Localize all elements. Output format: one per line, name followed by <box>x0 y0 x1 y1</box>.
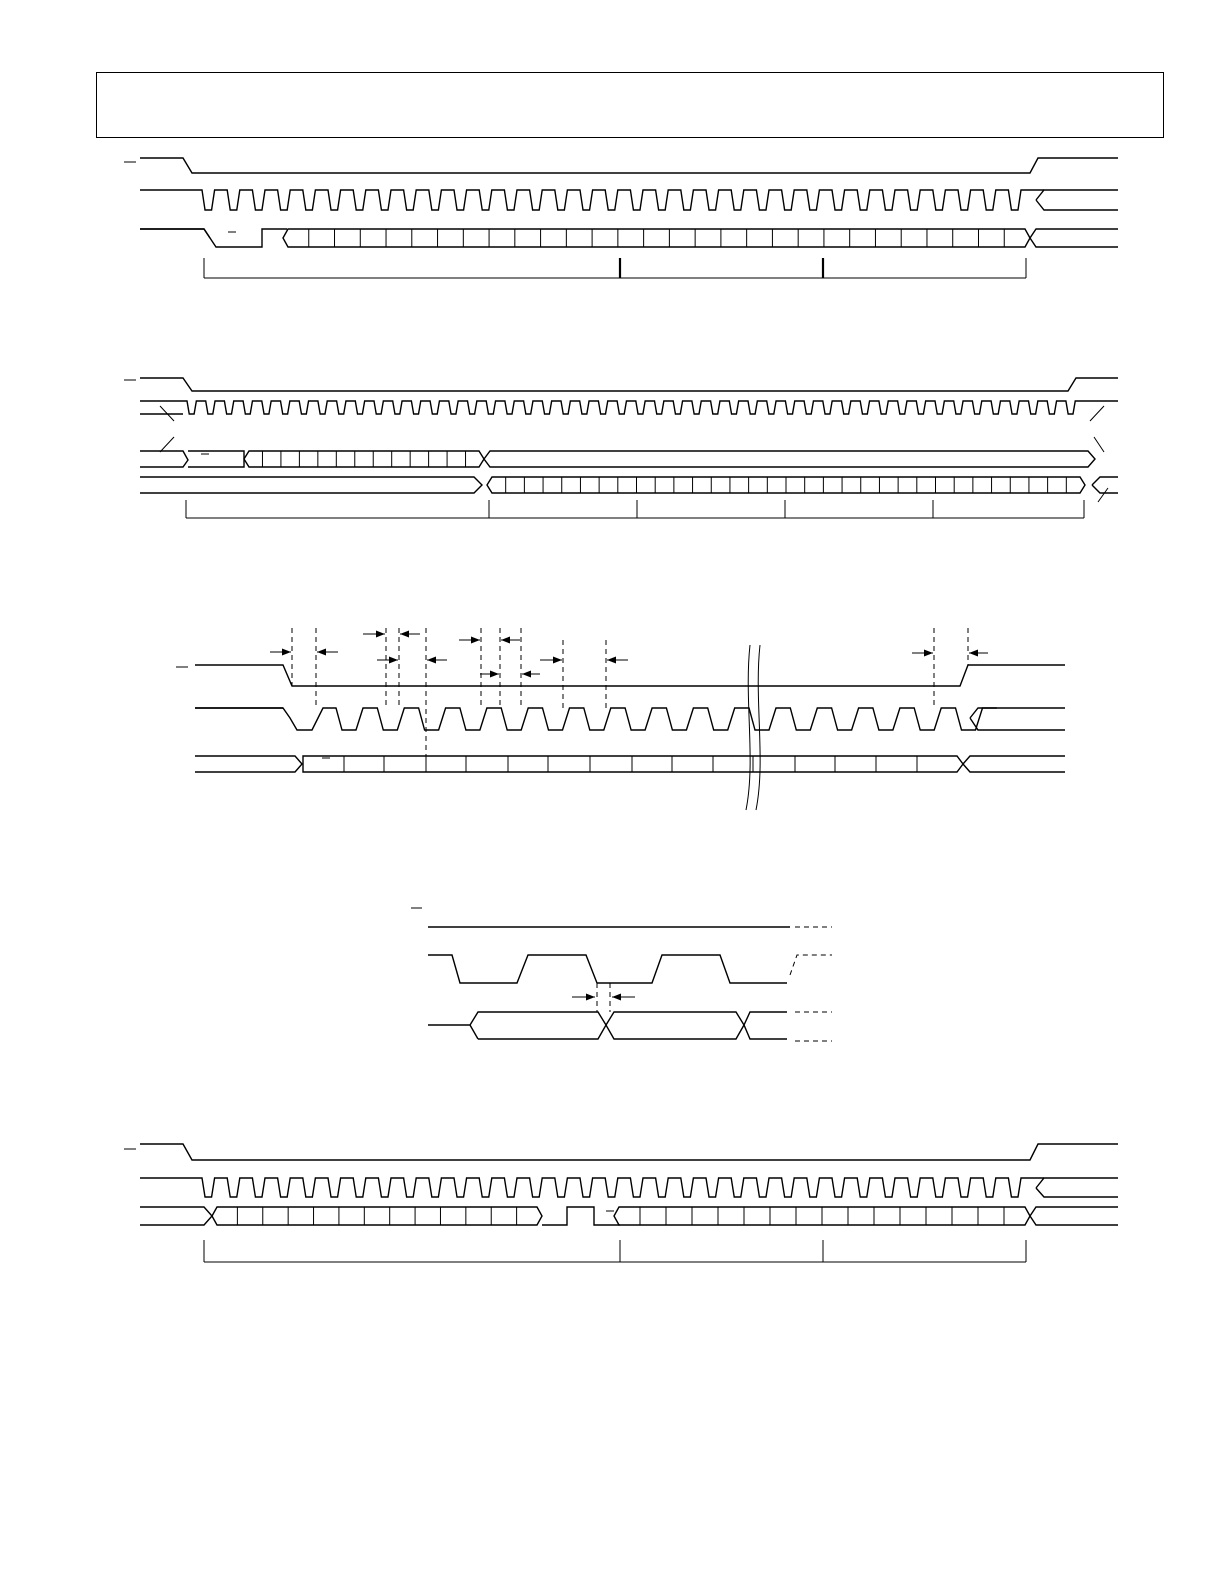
pointer-arrow <box>160 437 174 452</box>
din-start <box>140 1207 212 1225</box>
data-top <box>428 1012 787 1025</box>
cs-waveform <box>140 158 1118 173</box>
arrowhead <box>400 631 409 638</box>
pointer-arrow <box>1094 437 1104 452</box>
arrowhead <box>317 649 326 656</box>
arrowhead <box>612 994 621 1001</box>
arrowhead <box>586 994 595 1001</box>
sclk-waveform <box>140 1178 1044 1197</box>
din-start <box>195 756 302 772</box>
arrowhead <box>490 671 499 678</box>
break-mark <box>756 645 760 810</box>
sclk-waveform <box>195 708 997 730</box>
din-control <box>188 451 244 467</box>
din-data-cells <box>283 229 1030 247</box>
timing-diagram-1 <box>124 158 1118 278</box>
arrowhead <box>427 657 436 664</box>
sclk-waveform <box>140 190 1044 210</box>
arrowhead <box>471 637 480 644</box>
arrowhead <box>522 671 531 678</box>
pointer-arrow <box>1090 406 1104 421</box>
arrowhead <box>607 657 616 664</box>
timing-diagram-3 <box>176 628 1065 810</box>
timing-diagram-4 <box>411 908 832 1041</box>
din-data-cells-1 <box>212 1207 542 1225</box>
dout-start <box>140 477 482 493</box>
sclk-waveform <box>428 955 787 983</box>
sclk-idle <box>1036 1178 1118 1197</box>
data-bottom <box>478 1025 787 1039</box>
din-data-cells <box>244 451 484 467</box>
arrowhead <box>553 657 562 664</box>
arrowhead <box>282 649 291 656</box>
arrowhead <box>924 650 933 657</box>
pointer-arrow <box>1098 488 1108 502</box>
cs-waveform <box>140 378 1118 391</box>
arrowhead <box>376 631 385 638</box>
arrowhead <box>389 657 398 664</box>
cs-waveform <box>140 1144 1118 1160</box>
dout-idle <box>1092 477 1118 493</box>
din-idle <box>963 756 1065 772</box>
timing-diagram-2 <box>124 378 1118 518</box>
break-mark <box>746 645 750 810</box>
din-hold <box>484 451 1095 467</box>
din-control <box>140 229 287 247</box>
sclk-idle <box>1036 190 1118 210</box>
timing-diagram-5 <box>124 1144 1118 1262</box>
arrowhead <box>501 637 510 644</box>
sclk-continuation <box>790 955 832 975</box>
arrowhead <box>969 650 978 657</box>
din-control <box>542 1207 620 1225</box>
din-idle <box>1030 229 1118 247</box>
din-data-band <box>303 756 963 772</box>
sclk-waveform <box>140 401 1118 414</box>
din-idle <box>1030 1207 1118 1225</box>
sclk-idle <box>970 708 1065 730</box>
din-start <box>140 451 188 467</box>
